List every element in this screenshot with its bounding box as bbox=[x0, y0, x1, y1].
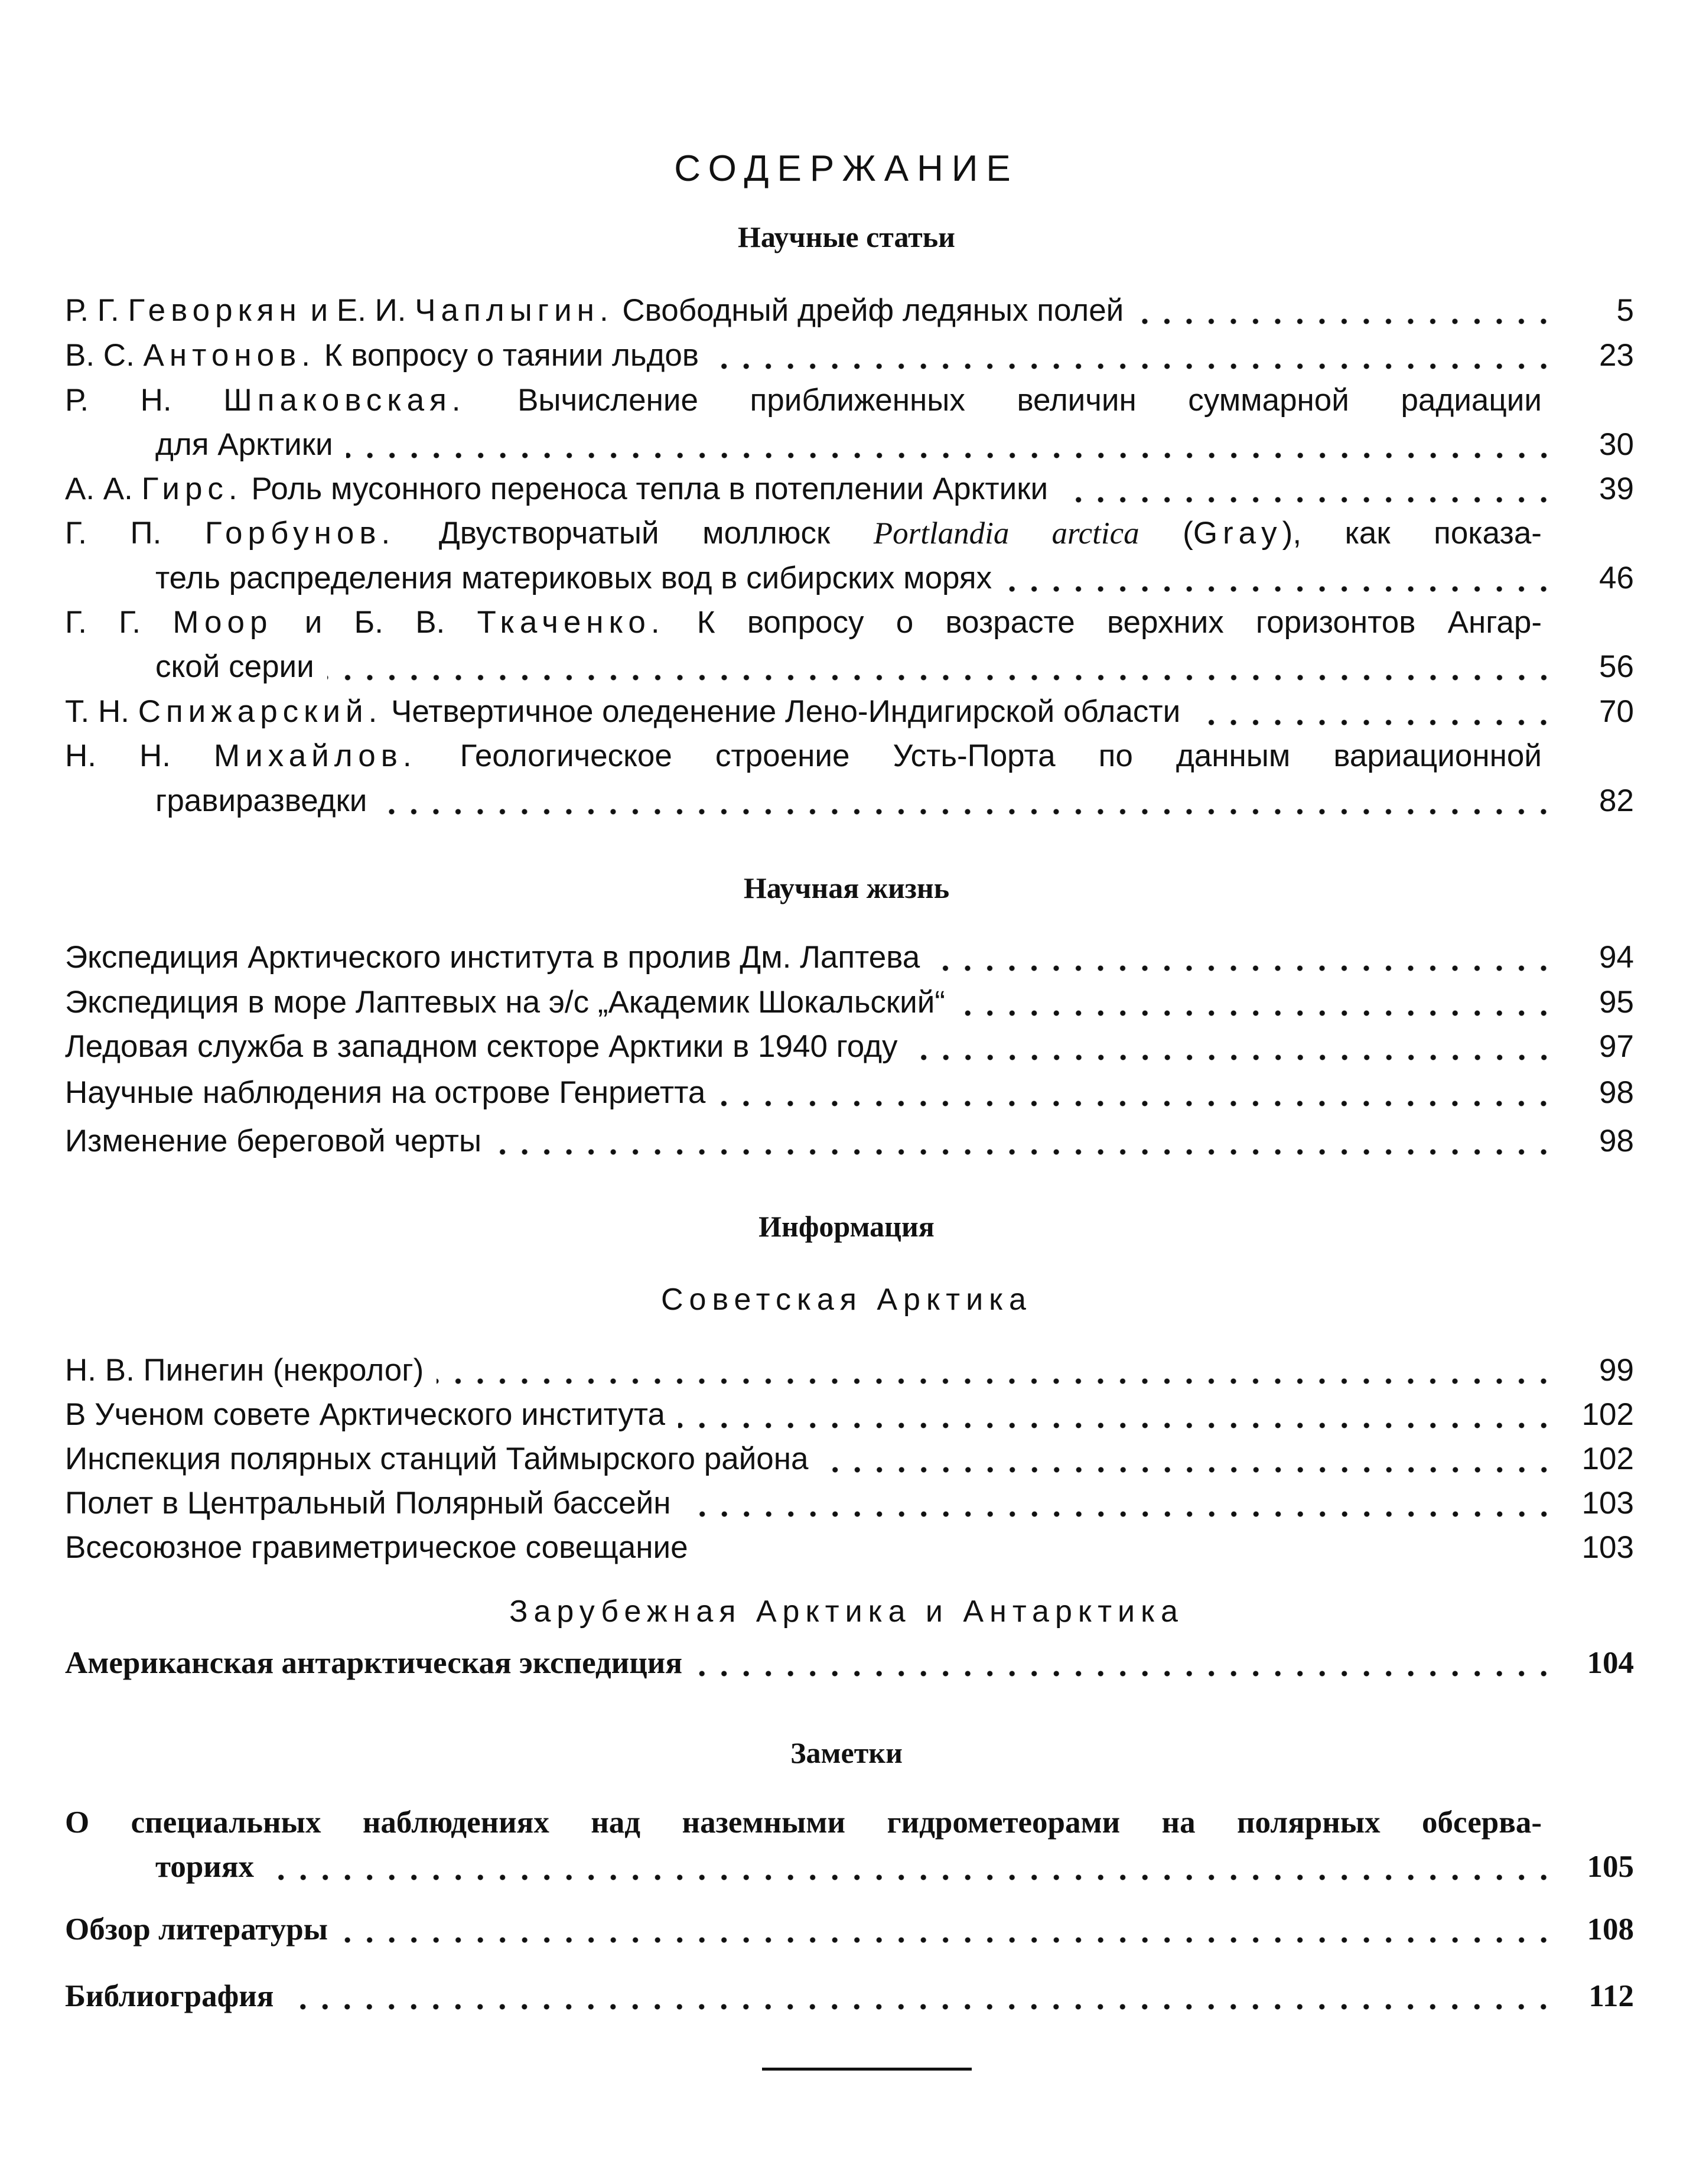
page-number: 30 bbox=[1599, 427, 1634, 462]
toc-entry[interactable]: гравиразведки 82 bbox=[155, 780, 1634, 822]
dot-leader bbox=[346, 424, 1555, 466]
page-number: 97 bbox=[1599, 1029, 1634, 1064]
page-number: 103 bbox=[1581, 1486, 1634, 1521]
dot-leader bbox=[327, 646, 1555, 688]
dot-leader bbox=[1137, 290, 1555, 331]
section-heading-life: Научная жизнь bbox=[743, 871, 950, 904]
dot-leader bbox=[267, 1846, 1555, 1887]
toc-entry[interactable]: Экспедиция Арктического института в пролив Дм. Лаптева 94 bbox=[65, 937, 1634, 978]
page-title: СОДЕРЖАНИЕ bbox=[674, 148, 1019, 189]
dot-leader bbox=[341, 1909, 1555, 1950]
dot-leader bbox=[1061, 468, 1555, 510]
page-number: 23 bbox=[1599, 338, 1634, 373]
toc-entry[interactable]: А. А. Гирс. Роль мусонного переноса тепла в потеплении Арктики 39 bbox=[65, 468, 1634, 510]
page-number: 46 bbox=[1599, 561, 1634, 595]
toc-entry[interactable]: тель распределения материковых вод в сибирских морях 46 bbox=[155, 558, 1634, 599]
toc-entry[interactable]: Научные наблюдения на острове Генриетта 98 bbox=[65, 1072, 1634, 1114]
toc-entry[interactable]: Всесоюзное гравиметрическое совещание 103 bbox=[65, 1527, 1634, 1568]
toc-entry-line[interactable]: О специальных наблюдениях над наземными гидрометеорами на полярных обсерва- bbox=[65, 1805, 1542, 1840]
dot-leader bbox=[718, 1072, 1555, 1114]
dot-leader bbox=[695, 1642, 1555, 1684]
dot-leader bbox=[958, 982, 1555, 1023]
toc-entry[interactable]: Н. В. Пинегин (некролог) 99 bbox=[65, 1350, 1634, 1391]
page-number: 95 bbox=[1599, 985, 1634, 1020]
toc-entry[interactable]: ской серии 56 bbox=[155, 646, 1634, 688]
page-number: 99 bbox=[1599, 1353, 1634, 1388]
toc-entry-review[interactable]: Обзор литературы 108 bbox=[65, 1909, 1634, 1950]
page-number: 112 bbox=[1588, 1979, 1634, 2013]
dot-leader bbox=[380, 780, 1555, 822]
toc-entry[interactable]: Р. Г. Геворкян и Е. И. Чаплыгин. Свободный дрейф ледяных полей 5 bbox=[65, 290, 1634, 331]
dot-leader bbox=[286, 1975, 1555, 2017]
section-heading-notes: Заметки bbox=[790, 1736, 903, 1769]
toc-entry[interactable]: Т. Н. Спижарский. Четвертичное оледенение Лено-Индигирской области 70 bbox=[65, 691, 1634, 733]
closing-rule bbox=[762, 2068, 972, 2071]
section-heading-articles: Научные статьи bbox=[738, 220, 955, 253]
page-number: 104 bbox=[1587, 1646, 1634, 1680]
dot-leader bbox=[1193, 691, 1555, 733]
page-number: 94 bbox=[1599, 940, 1634, 975]
dot-leader bbox=[1005, 558, 1555, 599]
dot-leader bbox=[911, 1026, 1555, 1067]
dot-leader bbox=[822, 1438, 1555, 1480]
page-number: 82 bbox=[1599, 783, 1634, 818]
dot-leader bbox=[678, 1394, 1555, 1436]
page-number: 103 bbox=[1581, 1530, 1634, 1565]
toc-entry-line[interactable]: Н. Н. Михайлов. Геологическое строение Усть-Порта по данным вариационной bbox=[65, 738, 1542, 773]
toc-entry[interactable]: для Арктики 30 bbox=[155, 424, 1634, 466]
toc-entry[interactable]: Полет в Центральный Полярный бассейн 103 bbox=[65, 1483, 1634, 1524]
dot-leader bbox=[684, 1483, 1555, 1524]
dot-leader bbox=[712, 335, 1555, 376]
dot-leader bbox=[437, 1350, 1555, 1391]
toc-entry[interactable]: В. С. Антонов. К вопросу о таянии льдов 23 bbox=[65, 335, 1634, 376]
toc-entry-line[interactable]: Г. П. Горбунов. Двустворчатый моллюск Portlandia arctica (Gray), как показа- bbox=[65, 516, 1542, 551]
page-number: 5 bbox=[1616, 293, 1634, 328]
page-number: 108 bbox=[1587, 1912, 1634, 1947]
toc-entry-line[interactable]: Г. Г. Моор и Б. В. Ткаченко. К вопросу о возрасте верхних горизонтов Ангар- bbox=[65, 605, 1542, 640]
toc-entry[interactable]: Ледовая служба в западном секторе Арктики в 1940 году 97 bbox=[65, 1026, 1634, 1067]
page-number: 105 bbox=[1587, 1850, 1634, 1884]
toc-entry[interactable]: Американская антарктическая экспедиция 104 bbox=[65, 1642, 1634, 1684]
page-number: 102 bbox=[1581, 1441, 1634, 1476]
subsection-heading-soviet: Советская Арктика bbox=[661, 1283, 1032, 1317]
toc-entry[interactable]: В Ученом совете Арктического института 102 bbox=[65, 1394, 1634, 1436]
page-number: 70 bbox=[1599, 694, 1634, 729]
page-number: 39 bbox=[1599, 471, 1634, 506]
dot-leader bbox=[933, 937, 1555, 978]
toc-entry[interactable]: Изменение береговой черты 98 bbox=[65, 1121, 1634, 1162]
page-number: 102 bbox=[1581, 1397, 1634, 1432]
toc-entry[interactable]: Экспедиция в море Лаптевых на э/с „Академик Шокальский“ 95 bbox=[65, 982, 1634, 1023]
subsection-heading-foreign: Зарубежная Арктика и Антарктика bbox=[509, 1594, 1184, 1629]
page-number: 98 bbox=[1599, 1075, 1634, 1110]
toc-entry[interactable]: ториях 105 bbox=[155, 1846, 1634, 1887]
toc-entry[interactable]: Инспекция полярных станций Таймырского района 102 bbox=[65, 1438, 1634, 1480]
toc-entry-line[interactable]: Р. Н. Шпаковская. Вычисление приближенных величин суммарной радиации bbox=[65, 383, 1542, 418]
toc-entry-bibliography[interactable]: Библиография 112 bbox=[65, 1975, 1634, 2017]
page-number: 98 bbox=[1599, 1124, 1634, 1158]
page-number: 56 bbox=[1599, 649, 1634, 684]
dot-leader bbox=[701, 1527, 1555, 1568]
section-heading-info: Информация bbox=[758, 1210, 935, 1243]
dot-leader bbox=[494, 1121, 1555, 1162]
